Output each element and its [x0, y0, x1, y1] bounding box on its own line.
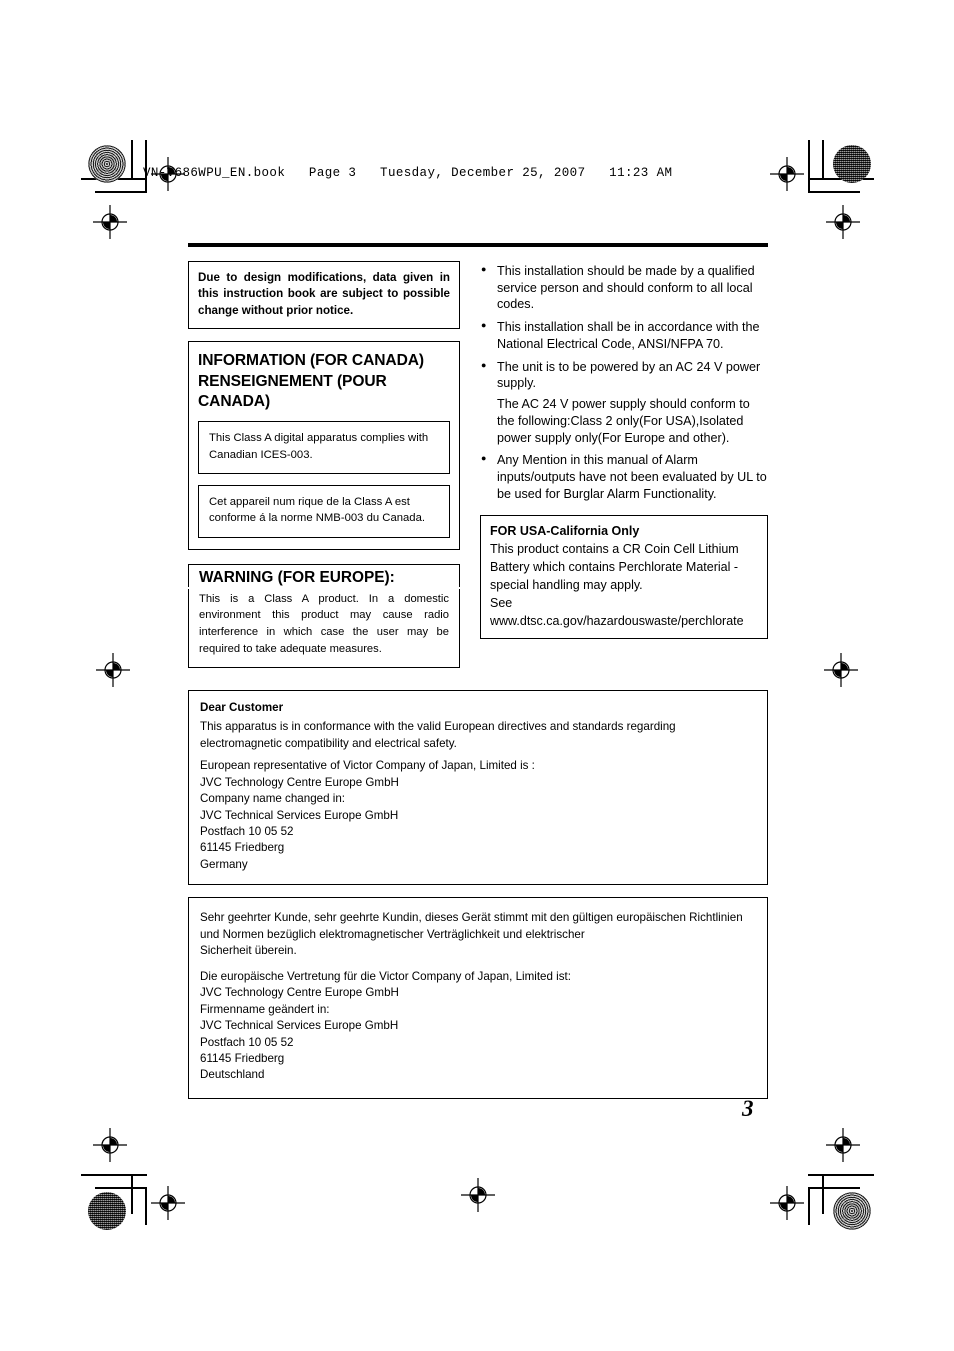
dear-customer-rep-intro: European representative of Victor Company of Japan, Limited is :	[200, 759, 535, 773]
german-address-line: JVC Technology Centre Europe GmbH	[200, 986, 399, 1000]
crop-mark-bottom-right-vertical-outer	[822, 1174, 824, 1214]
halftone-density-patch-top-left	[88, 145, 126, 183]
registration-target-left-middle	[96, 653, 130, 687]
crop-mark-top-left-vertical-outer	[131, 140, 133, 178]
german-address-line: Postfach 10 05 52	[200, 1035, 294, 1049]
list-item-continuation: The AC 24 V power supply should conform to the following:Class 2 only(For USA),Isolated power supply only(For Europe and other).	[497, 397, 750, 445]
usa-california-url: www.dtsc.ca.gov/hazardouswaste/perchlorate	[490, 614, 744, 629]
german-paragraph-spacer	[200, 960, 756, 969]
registration-target-right-middle	[824, 653, 858, 687]
usa-california-see-label: See	[490, 596, 513, 611]
dear-customer-address-line: Postfach 10 05 52	[200, 825, 294, 839]
europe-warning-text: This is a Class A product. In a domestic environment this product may cause radio interference in which case the user may be required to take adequate measures.	[188, 589, 460, 668]
registration-target-left-lower	[93, 1128, 127, 1162]
dear-customer-address-line: JVC Technology Centre Europe GmbH	[200, 775, 399, 789]
canada-ices-english-box	[198, 421, 450, 474]
list-item: ● This installation should be made by a qualified service person and should conform to all local codes.	[480, 263, 768, 313]
dear-customer-address-line: Germany	[200, 857, 248, 871]
registration-target-bottom-center	[461, 1178, 495, 1212]
registration-target-top-right	[770, 157, 804, 191]
installation-requirements-list	[480, 263, 768, 503]
book-file-slug-line: VN-V686WPU_EN.book Page 3 Tuesday, December 25, 2007 11:23 AM	[143, 166, 673, 180]
right-column	[480, 261, 768, 639]
crop-mark-bottom-left-horizontal-inner	[95, 1187, 147, 1189]
canada-information-box	[188, 341, 460, 549]
crop-mark-bottom-right-horizontal-outer	[808, 1174, 874, 1176]
registration-target-left-upper	[93, 205, 127, 239]
german-address-line: 61145 Friedberg	[200, 1052, 285, 1065]
german-rep-intro: Die europäische Vertretung für die Victor Company of Japan, Limited ist:	[200, 969, 571, 983]
crop-mark-bottom-left-vertical-outer	[131, 1174, 133, 1214]
german-paragraph-line: Sehr geehrter Kunde, sehr geehrte Kundin, dieses Gerät stimmt mit den gültigen europäischen Richtlinien	[200, 911, 743, 925]
dear-customer-address-line: Company name changed in:	[200, 792, 346, 806]
registration-target-right-lower	[826, 1128, 860, 1162]
registration-target-bottom-right	[770, 1186, 804, 1220]
crop-mark-top-right-vertical-outer	[822, 140, 824, 178]
europe-warning-block	[188, 564, 460, 668]
list-item: ● This installation shall be in accordance with the National Electrical Code, ANSI/NFPA 70.	[480, 319, 768, 352]
europe-warning-heading-wrap	[188, 564, 460, 587]
german-paragraph-line: und Normen bezüglich elektromagnetischer Verträglichkeit und elektrischer	[200, 927, 585, 941]
registration-target-bottom-left	[151, 1186, 185, 1220]
canada-ices-english-text: This Class A digital apparatus complies with Canadian ICES-003.	[209, 432, 429, 461]
dear-customer-box	[188, 690, 768, 886]
german-address-line: Deutschland	[200, 1068, 265, 1082]
canada-nmb-french-box	[198, 485, 450, 538]
design-modification-notice-text: Due to design modifications, data given in this instruction book are subject to possible change without prior notice.	[198, 271, 450, 317]
crop-mark-top-left-horizontal-inner	[95, 191, 147, 193]
usa-california-body: This product contains a CR Coin Cell Lithium Battery which contains Perchlorate Material - special handling may apply.	[490, 541, 739, 592]
registration-target-right-upper	[826, 205, 860, 239]
dear-customer-address-line: 61145 Friedberg	[200, 841, 285, 855]
crop-mark-bottom-left-horizontal-outer	[81, 1174, 147, 1176]
crop-mark-bottom-right-vertical-inner	[808, 1187, 810, 1225]
crop-mark-top-right-vertical-inner	[808, 140, 810, 192]
canada-heading-english: INFORMATION (FOR CANADA)	[198, 352, 424, 370]
crop-mark-bottom-right-horizontal-inner	[808, 1187, 860, 1189]
page-content	[188, 243, 768, 1099]
canada-nmb-french-text: Cet appareil num rique de la Class A est conforme á la norme NMB-003 du Canada.	[209, 495, 426, 525]
dear-customer-paragraph: This apparatus is in conformance with the valid European directives and standards regarding electromagnetic compatibility and electrical safety.	[200, 720, 676, 750]
canada-heading-french: RENSEIGNEMENT (POUR CANADA)	[198, 372, 387, 410]
europe-warning-heading: WARNING (FOR EUROPE):	[199, 568, 395, 586]
dear-customer-address-line: JVC Technical Services Europe GmbH	[200, 808, 399, 822]
german-address-line: Firmenname geändert in:	[200, 1002, 330, 1016]
usa-california-heading: FOR USA-California Only	[490, 523, 640, 538]
page-number: 3	[742, 1096, 754, 1121]
halftone-density-patch-bottom-left	[88, 1192, 126, 1230]
german-address-line: JVC Technical Services Europe GmbH	[200, 1019, 399, 1033]
crop-mark-bottom-left-vertical-inner	[145, 1187, 147, 1225]
dear-customer-heading: Dear Customer	[200, 700, 284, 714]
list-item: ● Any Mention in this manual of Alarm inputs/outputs have not been evaluated by UL to be used for Burglar Alarm Functionality.	[480, 452, 768, 502]
crop-mark-top-right-horizontal-inner	[808, 191, 860, 193]
halftone-density-patch-top-right	[833, 145, 871, 183]
design-modification-notice-box	[188, 261, 460, 329]
german-paragraph-line: Sicherheit überein.	[200, 944, 297, 958]
canada-heading	[198, 351, 450, 412]
usa-california-proposition-box	[480, 515, 768, 640]
list-item: ● The unit is to be powered by an AC 24 V power supply.	[480, 359, 768, 392]
header-rule	[188, 243, 768, 247]
left-column	[188, 261, 460, 668]
sehr-geehrter-kunde-box	[188, 897, 768, 1099]
halftone-density-patch-bottom-right	[833, 1192, 871, 1230]
two-column-layout	[188, 261, 768, 668]
